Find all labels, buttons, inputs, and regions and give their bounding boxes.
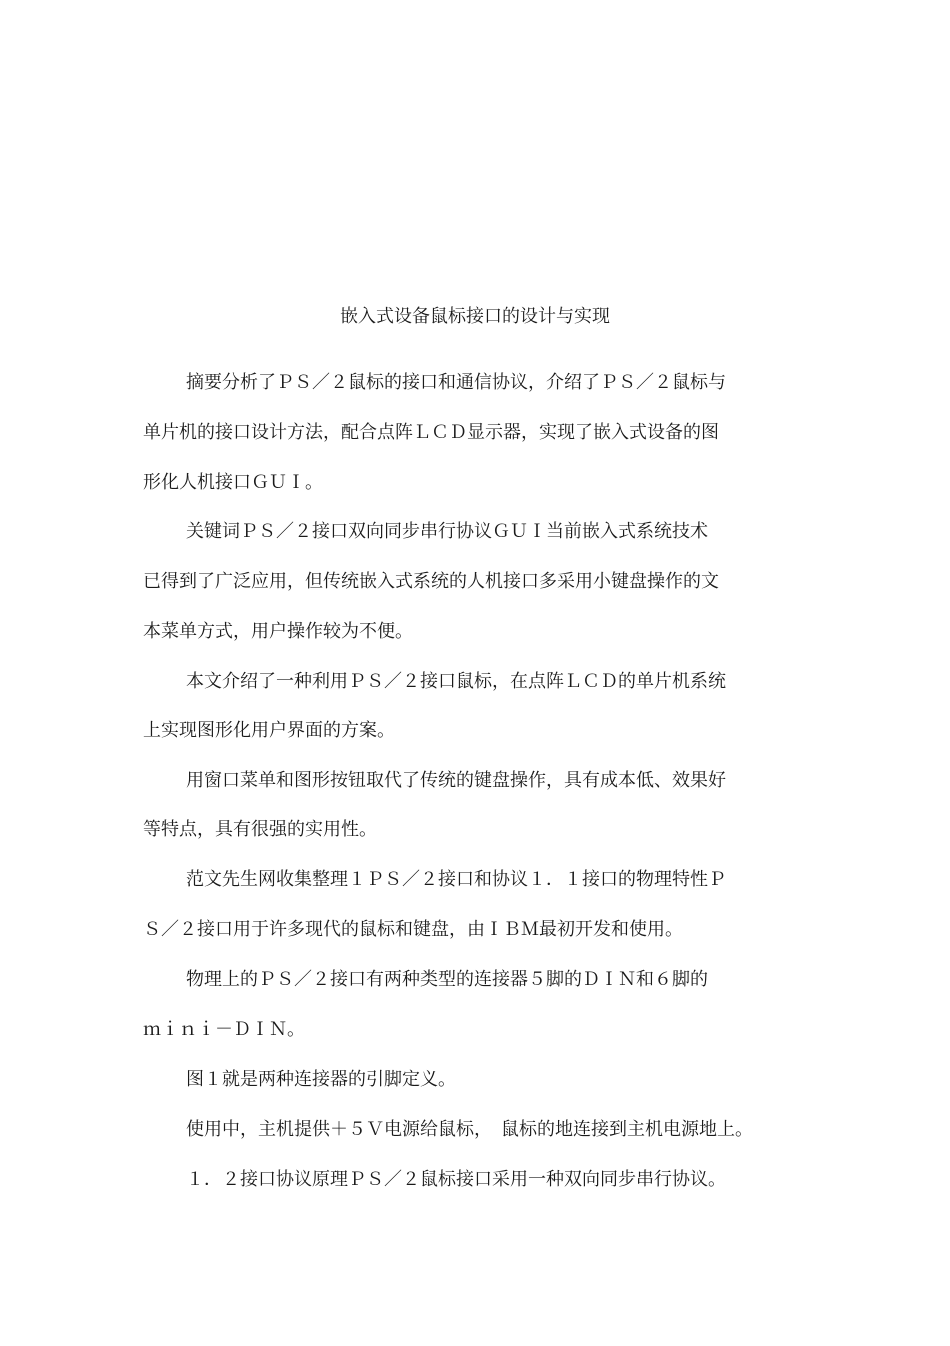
paragraph-line: ｍｉｎｉ－ＤＩＮ。 <box>143 1019 305 1040</box>
paragraph-line: 摘要分析了ＰＳ／２鼠标的接口和通信协议，介绍了ＰＳ／２鼠标与 <box>186 372 726 393</box>
paragraph-line: Ｓ／２接口用于许多现代的鼠标和键盘，由ＩＢＭ最初开发和使用。 <box>143 919 683 940</box>
paragraph-line: 范文先生网收集整理１ＰＳ／２接口和协议１．１接口的物理特性Ｐ <box>186 869 726 890</box>
paragraph-line: 本文介绍了一种利用ＰＳ／２接口鼠标，在点阵ＬＣＤ的单片机系统 <box>186 671 726 692</box>
paragraph-line: １．２接口协议原理ＰＳ／２鼠标接口采用一种双向同步串行协议。 <box>186 1169 726 1190</box>
paragraph-line: 图１就是两种连接器的引脚定义。 <box>186 1069 456 1090</box>
paragraph-line: 形化人机接口ＧＵＩ。 <box>143 472 323 493</box>
paragraph-line: 上实现图形化用户界面的方案。 <box>143 720 395 741</box>
paragraph-line: 已得到了广泛应用，但传统嵌入式系统的人机接口多采用小键盘操作的文 <box>143 571 719 592</box>
paragraph-line: 单片机的接口设计方法，配合点阵ＬＣＤ显示器，实现了嵌入式设备的图 <box>143 422 719 443</box>
paragraph-line: 关键词ＰＳ／２接口双向同步串行协议ＧＵＩ当前嵌入式系统技术 <box>186 521 708 542</box>
paragraph-line: 本菜单方式，用户操作较为不便。 <box>143 621 413 642</box>
document-title: 嵌入式设备鼠标接口的设计与实现 <box>340 306 610 327</box>
paragraph-line: 使用中，主机提供＋５Ｖ电源给鼠标， 鼠标的地连接到主机电源地上。 <box>186 1119 753 1140</box>
paragraph-line: 用窗口菜单和图形按钮取代了传统的键盘操作，具有成本低、效果好 <box>186 770 726 791</box>
paragraph-line: 物理上的ＰＳ／２接口有两种类型的连接器５脚的ＤＩＮ和６脚的 <box>186 969 708 990</box>
paragraph-line: 等特点，具有很强的实用性。 <box>143 819 377 840</box>
